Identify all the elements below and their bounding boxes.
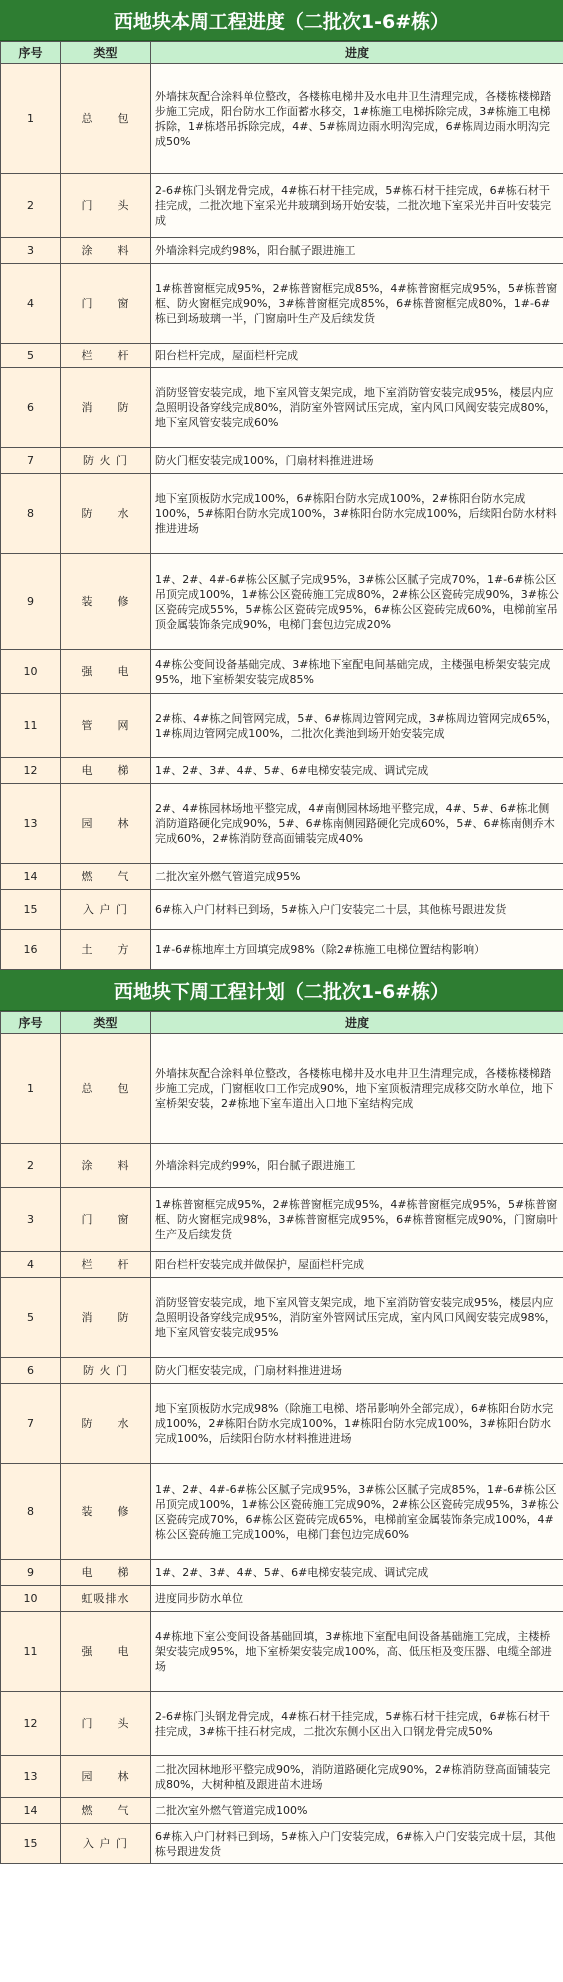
row-progress: 防火门框安装完成，门扇材料推进进场 xyxy=(151,1358,563,1384)
header-progress: 进度 xyxy=(151,42,563,64)
row-type: 消 防 xyxy=(61,1278,151,1358)
table-row xyxy=(1,174,563,238)
header-progress: 进度 xyxy=(151,1012,563,1034)
row-progress: 外墙涂料完成约98%，阳台腻子跟进施工 xyxy=(151,238,563,264)
row-type: 装 修 xyxy=(61,1464,151,1560)
row-progress: 二批次室外燃气管道完成95% xyxy=(151,864,563,890)
header-type: 类型 xyxy=(61,42,151,64)
row-serial: 3 xyxy=(1,1188,61,1252)
row-serial: 4 xyxy=(1,264,61,344)
row-type: 门 头 xyxy=(61,1692,151,1756)
row-type: 入 户 门 xyxy=(61,890,151,930)
row-type: 门 窗 xyxy=(61,264,151,344)
row-serial: 9 xyxy=(1,554,61,650)
table-row xyxy=(1,1034,563,1144)
row-serial: 2 xyxy=(1,174,61,238)
row-type: 虹吸排水 xyxy=(61,1586,151,1612)
row-type: 消 防 xyxy=(61,368,151,448)
row-progress: 1#-6#栋地库土方回填完成98%（除2#栋施工电梯位置结构影响） xyxy=(151,930,563,970)
row-serial: 13 xyxy=(1,784,61,864)
row-serial: 6 xyxy=(1,368,61,448)
row-type: 管 网 xyxy=(61,694,151,758)
row-type: 防 火 门 xyxy=(61,1358,151,1384)
row-serial: 4 xyxy=(1,1252,61,1278)
table-row xyxy=(1,1464,563,1560)
row-serial: 3 xyxy=(1,238,61,264)
row-serial: 11 xyxy=(1,1612,61,1692)
table-row xyxy=(1,930,563,970)
row-progress: 地下室顶板防水完成100%，6#栋阳台防水完成100%，2#栋阳台防水完成100%，5#栋阳台防水完成100%，3#栋阳台防水完成100%，后续阳台防水材料推进进场 xyxy=(151,474,563,554)
row-serial: 15 xyxy=(1,1824,61,1864)
table-row xyxy=(1,1612,563,1692)
row-type: 强 电 xyxy=(61,1612,151,1692)
row-type: 入 户 门 xyxy=(61,1824,151,1864)
table-row xyxy=(1,64,563,174)
row-progress: 外墙抹灰配合涂料单位整改，各楼栋电梯井及水电井卫生清理完成，各楼栋楼梯踏步施工完成，门窗框收口工作完成90%，地下室顶板清理完成移交防水单位，地下室桥架安装，2#栋地下室车道出入口地下室结构完成 xyxy=(151,1034,563,1144)
table-row xyxy=(1,758,563,784)
table-row xyxy=(1,890,563,930)
row-progress: 2#栋、4#栋之间管网完成，5#、6#栋周边管网完成，3#栋周边管网完成65%，1#栋周边管网完成100%，二批次化粪池到场开始安装完成 xyxy=(151,694,563,758)
row-serial: 13 xyxy=(1,1756,61,1798)
row-type: 栏 杆 xyxy=(61,344,151,368)
row-type: 门 窗 xyxy=(61,1188,151,1252)
table-row xyxy=(1,554,563,650)
row-progress: 4#栋公变间设备基础完成、3#栋地下室配电间基础完成，主楼强电桥架安装完成95%，地下室桥架安装完成85% xyxy=(151,650,563,694)
row-serial: 2 xyxy=(1,1144,61,1188)
row-serial: 10 xyxy=(1,1586,61,1612)
table-row xyxy=(1,1252,563,1278)
row-progress: 进度同步防水单位 xyxy=(151,1586,563,1612)
row-progress: 1#栋普窗框完成95%，2#栋普窗框完成85%，4#栋普窗框完成95%，5#栋普窗框、防火窗框完成90%，3#栋普窗框完成85%，6#栋普窗框完成80%，1#-6#栋已到场玻璃一半，门窗扇叶生产及后续发货 xyxy=(151,264,563,344)
row-progress: 4#栋地下室公变间设备基础回填，3#栋地下室配电间设备基础施工完成，主楼桥架安装完成95%，地下室桥架安装完成100%，高、低压柜及变压器、电缆全部进场 xyxy=(151,1612,563,1692)
table-row xyxy=(1,238,563,264)
row-serial: 15 xyxy=(1,890,61,930)
section-title-this-week: 西地块本周工程进度（二批次1-6#栋） xyxy=(0,0,563,41)
row-serial: 8 xyxy=(1,474,61,554)
row-progress: 1#、2#、3#、4#、5#、6#电梯安装完成、调试完成 xyxy=(151,758,563,784)
row-type: 电 梯 xyxy=(61,758,151,784)
row-progress: 地下室顶板防水完成98%（除施工电梯、塔吊影响外全部完成），6#栋阳台防水完成100%，2#栋阳台防水完成100%，1#栋阳台防水完成100%，3#栋阳台防水完成100%，后续阳台防水材料推进进场 xyxy=(151,1384,563,1464)
row-type: 土 方 xyxy=(61,930,151,970)
table-row xyxy=(1,1278,563,1358)
row-type: 总 包 xyxy=(61,64,151,174)
row-serial: 12 xyxy=(1,1692,61,1756)
row-progress: 2-6#栋门头钢龙骨完成，4#栋石材干挂完成，5#栋石材干挂完成，6#栋石材干挂完成，3#栋干挂石材完成，二批次东侧小区出入口钢龙骨完成50% xyxy=(151,1692,563,1756)
row-progress: 消防竖管安装完成，地下室风管支架完成，地下室消防管安装完成95%，楼层内应急照明设备穿线完成80%，消防室外管网试压完成，室内风口风阀安装完成80%，地下室风管安装完成60% xyxy=(151,368,563,448)
row-type: 涂 料 xyxy=(61,238,151,264)
row-type: 强 电 xyxy=(61,650,151,694)
row-type: 防 水 xyxy=(61,474,151,554)
row-serial: 6 xyxy=(1,1358,61,1384)
table-row xyxy=(1,1358,563,1384)
row-serial: 1 xyxy=(1,64,61,174)
header-serial: 序号 xyxy=(1,1012,61,1034)
row-type: 园 林 xyxy=(61,1756,151,1798)
row-type: 防 水 xyxy=(61,1384,151,1464)
row-progress: 1#栋普窗框完成95%，2#栋普窗框完成95%，4#栋普窗框完成95%，5#栋普窗框、防火窗框完成98%，3#栋普窗框完成95%，6#栋普窗框完成90%，门窗扇叶生产及后续发货 xyxy=(151,1188,563,1252)
row-serial: 5 xyxy=(1,1278,61,1358)
row-progress: 消防竖管安装完成，地下室风管支架完成，地下室消防管安装完成95%，楼层内应急照明设备穿线完成95%，消防室外管网试压完成，室内风口风阀安装完成98%，地下室风管安装完成95% xyxy=(151,1278,563,1358)
row-progress: 阳台栏杆完成，屋面栏杆完成 xyxy=(151,344,563,368)
table-row xyxy=(1,344,563,368)
row-progress: 2#、4#栋园林场地平整完成，4#南侧园林场地平整完成，4#、5#、6#栋北侧消防道路硬化完成90%，5#、6#栋南侧园路硬化完成60%，5#、6#栋南侧乔木完成60%，2#栋消防登高面铺装完成40% xyxy=(151,784,563,864)
row-serial: 11 xyxy=(1,694,61,758)
row-serial: 12 xyxy=(1,758,61,784)
row-progress: 外墙涂料完成约99%，阳台腻子跟进施工 xyxy=(151,1144,563,1188)
table-row xyxy=(1,1692,563,1756)
progress-table-next-week xyxy=(0,1011,563,1864)
row-serial: 8 xyxy=(1,1464,61,1560)
row-serial: 14 xyxy=(1,1798,61,1824)
table-body-this-week xyxy=(1,64,563,970)
table-header-row xyxy=(1,1012,563,1034)
table-row xyxy=(1,1586,563,1612)
table-row xyxy=(1,264,563,344)
row-progress: 2-6#栋门头钢龙骨完成，4#栋石材干挂完成，5#栋石材干挂完成，6#栋石材干挂完成，二批次地下室采光井玻璃到场开始安装，二批次地下室采光井百叶安装完成 xyxy=(151,174,563,238)
row-progress: 防火门框安装完成100%，门扇材料推进进场 xyxy=(151,448,563,474)
table-row xyxy=(1,1560,563,1586)
row-serial: 10 xyxy=(1,650,61,694)
row-progress: 1#、2#、4#-6#栋公区腻子完成95%，3#栋公区腻子完成85%，1#-6#栋公区吊顶完成100%，1#栋公区瓷砖施工完成90%，2#栋公区瓷砖完成95%，3#栋公区瓷砖完成70%，6#栋公区瓷砖完成65%，电梯前室金属装饰条完成100%，4#栋公区瓷砖施工完成100%，电梯门套包边完成60% xyxy=(151,1464,563,1560)
row-serial: 9 xyxy=(1,1560,61,1586)
row-progress: 阳台栏杆安装完成并做保护，屋面栏杆完成 xyxy=(151,1252,563,1278)
row-progress: 二批次园林地形平整完成90%，消防道路硬化完成90%，2#栋消防登高面铺装完成80%，大树种植及跟进苗木进场 xyxy=(151,1756,563,1798)
row-type: 总 包 xyxy=(61,1034,151,1144)
table-body-next-week xyxy=(1,1034,563,1864)
row-progress: 二批次室外燃气管道完成100% xyxy=(151,1798,563,1824)
row-type: 防 火 门 xyxy=(61,448,151,474)
table-row xyxy=(1,694,563,758)
row-serial: 16 xyxy=(1,930,61,970)
header-serial: 序号 xyxy=(1,42,61,64)
progress-table-this-week xyxy=(0,41,563,970)
table-row xyxy=(1,650,563,694)
row-type: 栏 杆 xyxy=(61,1252,151,1278)
header-type: 类型 xyxy=(61,1012,151,1034)
table-row xyxy=(1,1384,563,1464)
table-row xyxy=(1,474,563,554)
row-progress: 1#、2#、3#、4#、5#、6#电梯安装完成、调试完成 xyxy=(151,1560,563,1586)
table-row xyxy=(1,1144,563,1188)
row-serial: 14 xyxy=(1,864,61,890)
row-type: 涂 料 xyxy=(61,1144,151,1188)
row-serial: 7 xyxy=(1,1384,61,1464)
row-progress: 外墙抹灰配合涂料单位整改，各楼栋电梯井及水电井卫生清理完成，各楼栋楼梯踏步施工完成，阳台防水工作面蓄水移交，1#栋施工电梯拆除完成，3#栋施工电梯拆除，1#栋塔吊拆除完成，4#、5#栋周边雨水明沟完成，6#栋周边雨水明沟完成50% xyxy=(151,64,563,174)
row-progress: 6#栋入户门材料已到场，5#栋入户门安装完成，6#栋入户门安装完成十层，其他栋号跟进发货 xyxy=(151,1824,563,1864)
row-type: 燃 气 xyxy=(61,864,151,890)
table-row xyxy=(1,368,563,448)
table-row xyxy=(1,784,563,864)
table-row xyxy=(1,1188,563,1252)
table-row xyxy=(1,1824,563,1864)
row-type: 门 头 xyxy=(61,174,151,238)
row-type: 装 修 xyxy=(61,554,151,650)
row-serial: 5 xyxy=(1,344,61,368)
table-row xyxy=(1,864,563,890)
row-serial: 1 xyxy=(1,1034,61,1144)
section-title-next-week: 西地块下周工程计划（二批次1-6#栋） xyxy=(0,970,563,1011)
table-header-row xyxy=(1,42,563,64)
row-type: 燃 气 xyxy=(61,1798,151,1824)
row-type: 园 林 xyxy=(61,784,151,864)
table-row xyxy=(1,1756,563,1798)
table-row xyxy=(1,1798,563,1824)
table-row xyxy=(1,448,563,474)
row-type: 电 梯 xyxy=(61,1560,151,1586)
row-progress: 1#、2#、4#-6#栋公区腻子完成95%，3#栋公区腻子完成70%，1#-6#栋公区吊顶完成100%，1#栋公区瓷砖施工完成80%，2#栋公区瓷砖完成90%，3#栋公区瓷砖完成55%，5#栋公区瓷砖完成95%，6#栋公区瓷砖完成60%，电梯前室吊顶金属装饰条完成90%，电梯门套包边完成20% xyxy=(151,554,563,650)
row-progress: 6#栋入户门材料已到场，5#栋入户门安装完二十层，其他栋号跟进发货 xyxy=(151,890,563,930)
row-serial: 7 xyxy=(1,448,61,474)
